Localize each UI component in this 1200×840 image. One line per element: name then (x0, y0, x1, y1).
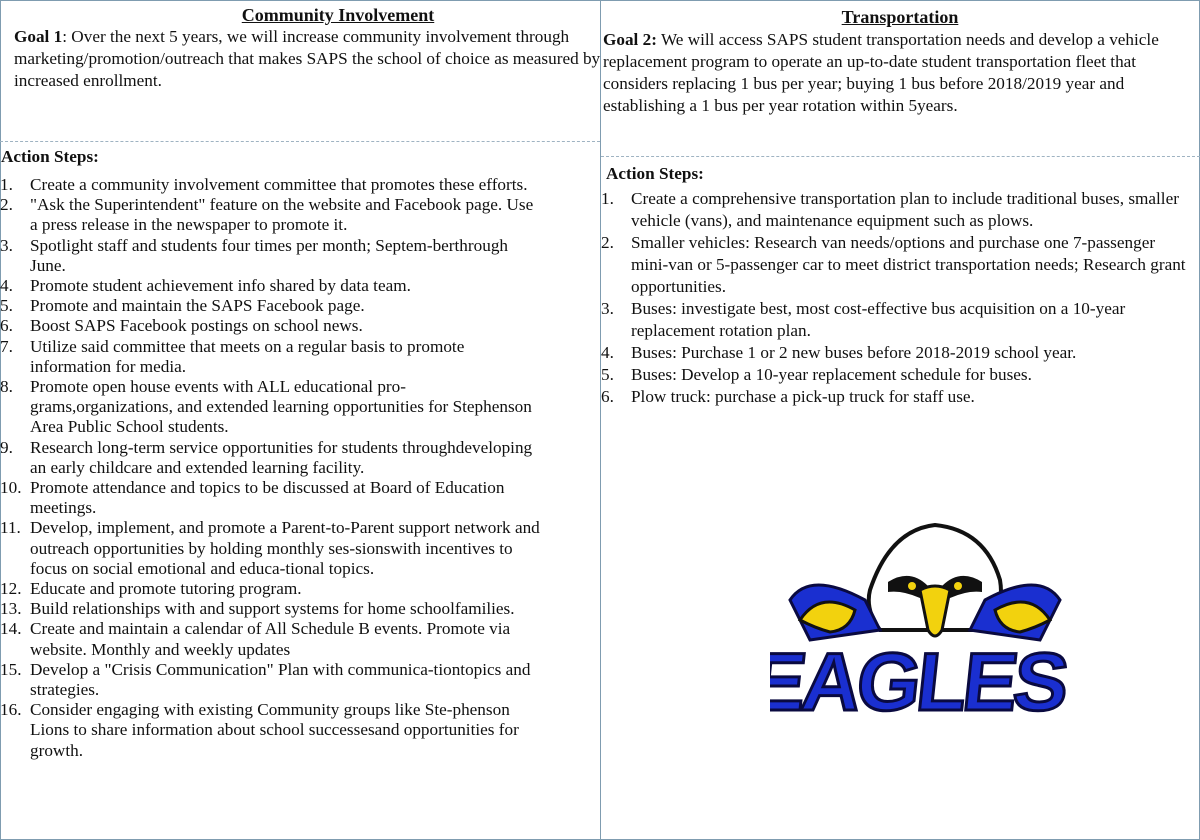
left-step-item (0, 619, 540, 659)
right-action-steps-title: Action Steps: (606, 164, 704, 183)
step-text: Buses: investigate best, most cost-effective bus acquisition on a 10-year replacement rotation plan. (631, 299, 1126, 340)
step-text: Promote open house events with ALL educational pro-grams,organizations, and extended learning opportunities for Stephenson Area Public School students. (30, 377, 532, 437)
step-text: Smaller vehicles: Research van needs/options and purchase one 7-passenger mini-van or 5-passenger car to meet district transportation needs; Research grant opportunities. (631, 233, 1186, 296)
right-step-item (601, 232, 1191, 298)
step-text: Boost SAPS Facebook postings on school news. (30, 316, 363, 336)
transportation-action-steps (601, 188, 1191, 408)
step-number: 5. (601, 365, 614, 384)
step-text: Buses: Develop a 10-year replacement schedule for buses. (631, 365, 1032, 384)
left-step-item (0, 195, 540, 235)
community-action-steps (0, 175, 540, 761)
left-step-item (0, 276, 540, 296)
left-step-item (0, 518, 540, 579)
left-step-item (0, 700, 540, 761)
step-text: Create a community involvement committee that promotes these efforts. (30, 175, 528, 194)
left-step-item (0, 337, 540, 377)
left-step-item (0, 316, 540, 336)
step-number: 8. (0, 377, 13, 397)
transportation-heading: Transportation (841, 7, 959, 27)
step-number: 12. (0, 579, 22, 599)
step-text: Build relationships with and support systems for home schoolfamilies. (30, 599, 515, 619)
eagles-logo (770, 520, 1080, 770)
step-text: Create a comprehensive transportation plan to include traditional buses, smaller vehicle (vans), and maintenance equipment such as plows. (631, 189, 1179, 230)
right-step-item (601, 298, 1191, 342)
column-divider (600, 0, 601, 840)
left-action-steps-title: Action Steps: (1, 147, 99, 166)
logo-wordmark: EAGLES (770, 637, 1070, 728)
step-text: Promote attendance and topics to be discussed at Board of Education meetings. (30, 478, 505, 518)
left-step-item (0, 175, 540, 195)
step-number: 5. (0, 296, 13, 316)
right-row-divider (601, 156, 1200, 157)
community-heading: Community Involvement (241, 5, 435, 25)
left-step-item (0, 236, 540, 276)
left-step-item (0, 660, 540, 700)
right-step-item (601, 188, 1191, 232)
step-text: Educate and promote tutoring program. (30, 579, 302, 599)
step-text: Develop, implement, and promote a Parent-to-Parent support network and outreach opportunities by holding monthly ses-sionswith incentives to focus on social emotional and educa-tional topics. (30, 518, 540, 578)
left-step-item (0, 579, 540, 599)
step-number: 4. (0, 276, 13, 296)
step-number: 3. (0, 235, 13, 255)
goal-1 (14, 26, 604, 92)
goal-2 (603, 29, 1183, 117)
left-step-item (0, 377, 540, 438)
left-row-divider (0, 141, 600, 142)
step-text: Spotlight staff and students four times per month; Septem-berthrough June. (30, 235, 509, 275)
step-text: Promote student achievement info shared by data team. (30, 276, 411, 296)
step-number: 6. (0, 316, 13, 336)
goal-1-label: Goal 1 (14, 27, 63, 46)
left-step-item (0, 478, 540, 518)
step-number: 2. (601, 233, 614, 252)
step-number: 14. (0, 619, 22, 639)
eagle-mascot-icon (770, 520, 1080, 770)
step-number: 16. (0, 700, 22, 720)
goal-2-label: Goal 2: (603, 30, 657, 49)
right-step-item (601, 364, 1191, 386)
step-number: 10. (0, 478, 22, 498)
step-number: 6. (601, 387, 614, 406)
step-text: Promote and maintain the SAPS Facebook page. (30, 296, 365, 316)
step-text: Utilize said committee that meets on a regular basis to promote information for media. (30, 336, 465, 376)
step-number: 11. (0, 518, 21, 538)
step-number: 15. (0, 659, 22, 679)
step-text: Create and maintain a calendar of All Schedule B events. Promote via website. Monthly and weekly updates (30, 619, 511, 659)
goal-2-text: We will access SAPS student transportation needs and develop a vehicle replacement program to operate an up-to-date student transportation fleet that considers replacing 1 bus per year; buying 1 bus before 2018/2019 year and establishing a 1 bus per year rotation within 5years. (603, 30, 1159, 115)
step-text: Buses: Purchase 1 or 2 new buses before 2018-2019 school year. (631, 343, 1077, 362)
left-step-item (0, 599, 540, 619)
left-step-item (0, 438, 540, 478)
step-number: 1. (601, 189, 614, 208)
step-text: "Ask the Superintendent" feature on the website and Facebook page. Use a press release in the newspaper to promote it. (30, 195, 534, 235)
step-text: Consider engaging with existing Community groups like Ste-phenson Lions to share information about school successesand opportunities for growth. (30, 700, 519, 760)
step-number: 7. (0, 336, 13, 356)
goal-1-text: : Over the next 5 years, we will increase community involvement through marketing/promotion/outreach that makes SAPS the school of choice as measured by increased enrollment. (14, 27, 601, 90)
right-step-item (601, 386, 1191, 408)
step-number: 9. (0, 437, 13, 457)
right-step-item (601, 342, 1191, 364)
step-number: 1. (0, 175, 13, 194)
step-number: 4. (601, 343, 614, 362)
step-text: Plow truck: purchase a pick-up truck for staff use. (631, 387, 975, 406)
step-number: 3. (601, 299, 614, 318)
step-number: 13. (0, 599, 22, 619)
step-text: Develop a "Crisis Communication" Plan with communica-tiontopics and strategies. (30, 659, 531, 700)
left-step-item (0, 296, 540, 316)
step-text: Research long-term service opportunities for students throughdeveloping an early childcare and extended learning facility. (30, 437, 533, 477)
step-number: 2. (0, 195, 13, 215)
